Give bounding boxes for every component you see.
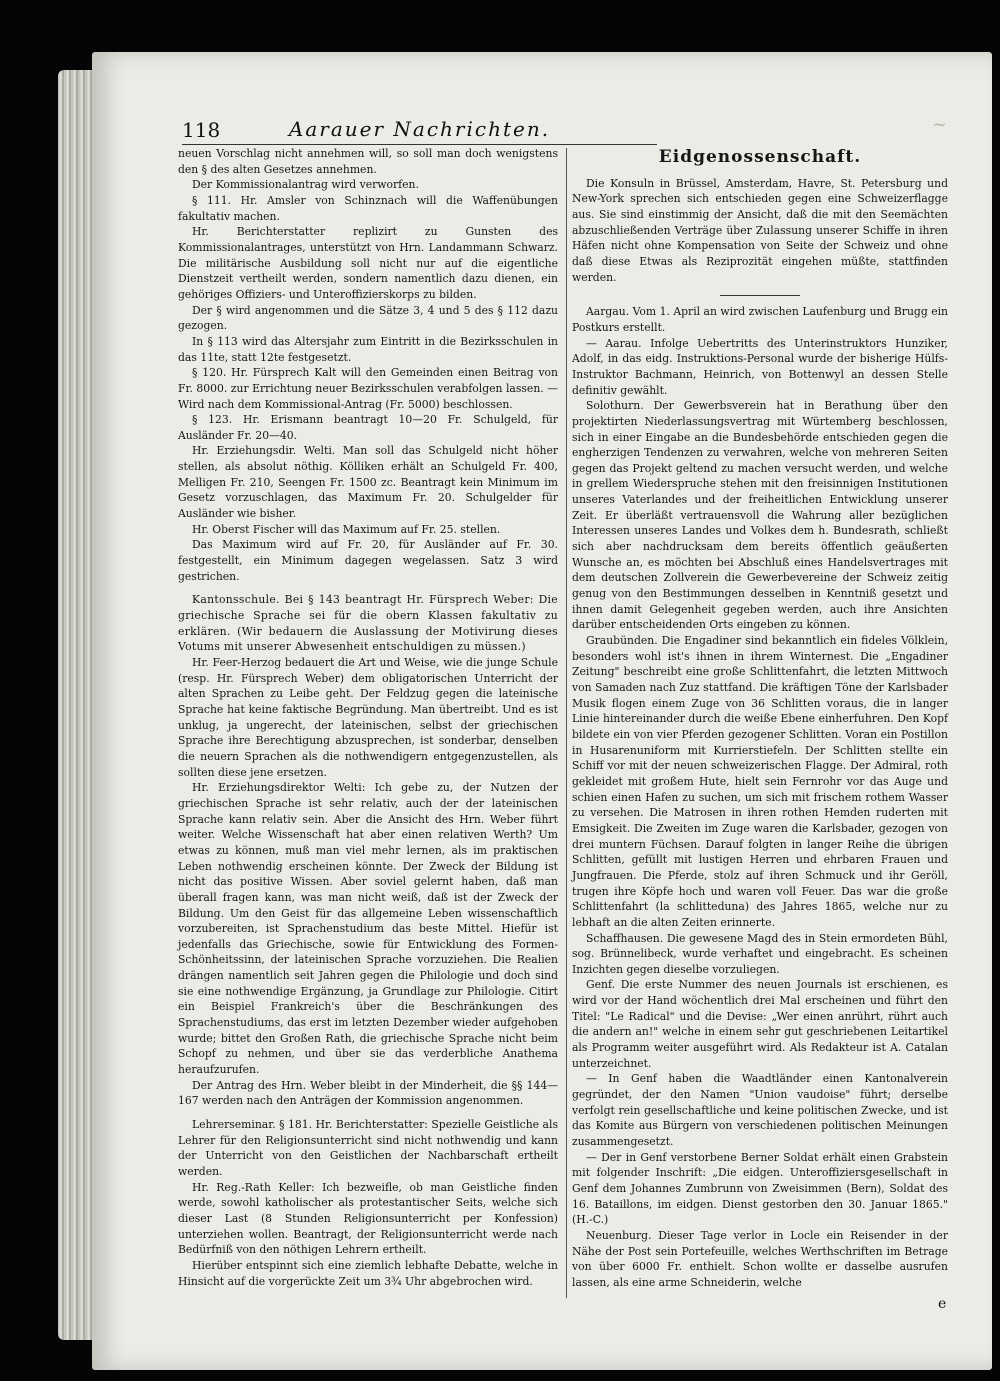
paragraph: Hr. Oberst Fischer will das Maximum auf Fr. 25. stellen. [192, 522, 501, 536]
paragraph: Hr. Feer-Herzog bedauert die Art und Weise, wie die junge Schule (resp. Hr. Fürsprech Weber) dem obligatorischen Unterricht der alten Sprachen zu Leibe geht. Der Feldzug gegen die lateinische Sprache hat keine faktische Begründung. Man übertreibt. Und es ist unklug, ja ungerecht, der lateinischen, selbst der griechischen Sprache ihre Berechtigung abzusprechen, ist sonderbar, denselben die neuern Sprachen als die nothwendigern entgegenzustellen, als sollten diese jene ersetzen. [178, 656, 558, 779]
paragraph-kantonsschule: Kantonsschule. Bei § 143 beantragt Hr. Fürsprech Weber: Die griechische Sprache sei für die obern Klassen fakultativ zu erklären. (Wir bedauern die Auslassung der Motivirung dieses Votums mit unserer Abwesenheit entschuldigen zu müssen.) [178, 593, 558, 654]
paragraph: § 123. Hr. Erismann beantragt 10—20 Fr. Schulgeld, für Ausländer Fr. 20—40. [178, 413, 558, 442]
page-header [182, 116, 657, 145]
paragraph: § 111. Hr. Amsler von Schinznach will die Waffenübungen fakultativ machen. [178, 193, 558, 223]
paragraph: Schaffhausen. Die gewesene Magd des in Stein ermordeten Bühl, sog. Brünnelibeck, wurde verhaftet und eingebracht. Es scheinen Inzichten gegen dieselbe vorzuliegen. [572, 931, 948, 976]
paragraph: Hr. Erziehungsdir. Welti. Man soll das Schulgeld nicht höher stellen, als absolut nöthig. Kölliken erhält an Schulgeld Fr. 400, Melligen Fr. 210, Seengen Fr. 1500 zc. Beantragt kein Minimum im Gesetz vorzuschlagen, das Maximum Fr. 20. Schulgelder für Ausländer wie bisher. [178, 444, 558, 521]
paragraph: Aargau. Vom 1. April an wird zwischen Laufenburg und Brugg ein Postkurs erstellt. [572, 305, 948, 334]
paragraph: Hr. Berichterstatter replizirt zu Gunsten des Kommissionalantrages, unterstützt von Hrn. Landammann Schwarz. Die militärische Ausbildung soll nicht nur auf die eigentliche Dienstzeit vertheilt werden, sondern namentlich dazu dienen, ein gehöriges Offiziers- und Unteroffizierskorps zu bilden. [178, 225, 558, 301]
left-column [178, 146, 558, 1289]
paragraph: Genf. Die erste Nummer des neuen Journals ist erschienen, es wird vor der Hand wöchentlich drei Mal erscheinen und führt den Titel: "Le Radical" und die Devise: „Wer einen anrührt, rührt auch die andern an!" welche in einem sehr gut geschriebenen Leitartikel als Programm weiter ausgeführt wird. Als Redakteur ist A. Catalan unterzeichnet. [572, 978, 948, 1070]
paragraph: § 120. Hr. Fürsprech Kalt will den Gemeinden einen Beitrag von Fr. 8000. zur Errichtung neuer Bezirksschulen verabfolgen lassen. — Wird nach dem Kommissional-Antrag (Fr. 5000) beschlossen. [178, 366, 558, 411]
page-number: 118 [182, 118, 221, 142]
paragraph: neuen Vorschlag nicht annehmen will, so soll man doch wenigstens den § des alten Gesetzes annehmen. [178, 147, 558, 176]
paragraph: Der Antrag des Hrn. Weber bleibt in der Minderheit, die §§ 144—167 werden nach den Anträgen der Kommission angenommen. [178, 1078, 558, 1108]
paragraph: Hierüber entspinnt sich eine ziemlich lebhafte Debatte, welche in Hinsicht auf die vorgerückte Zeit um 3¾ Uhr abgebrochen wird. [178, 1258, 558, 1288]
paragraph: Der Kommissionalantrag wird verworfen. [192, 178, 419, 192]
section-title: Eidgenossenschaft. [658, 147, 862, 167]
paragraph: Hr. Reg.-Rath Keller: Ich bezweifle, ob man Geistliche finden werde, sowohl katholischer als protestantischer Seits, welche sich dieser Last (8 Stunden Religionsunterricht per Konfession) unterziehen wollen. Beantragt, der Religionsunterricht werde nach Bedürfniß von den nöthigen Lehrern ertheilt. [178, 1180, 558, 1257]
bleed-through-text: ~ [932, 114, 948, 135]
paragraph: — Aarau. Infolge Uebertritts des Unterinstruktors Hunziker, Adolf, in das eidg. Instruktions-Personal wurde der bisherige Hülfs-Instruktor Bachmann, Heinrich, von Bottenwyl an dessen Stelle definitiv gewählt. [572, 336, 948, 397]
paragraph-lehrerseminar: Lehrerseminar. § 181. Hr. Berichterstatter: Spezielle Geistliche als Lehrer für den Religionsunterricht sind nicht nothwendig und kann der Unterricht von den Geistlichen der Nachbarschaft ertheilt werden. [178, 1118, 558, 1178]
paragraph: Graubünden. Die Engadiner sind bekanntlich ein fideles Völklein, besonders wohl ist's ihnen in ihrem Winternest. Die „Engadiner Zeitung" beschreibt eine große Schlittenfahrt, die letzten Mittwoch von Samaden nach Zuz stattfand. Die kräftigen Töne der Karlsbader Musik flogen einem Zuge von 36 Schlitten voraus, die in langer Linie hintereinander durch die weiße Ebene einherfuhren. Den Kopf bildete ein von vier Pferden gezogener Schlitten. Voran ein Postillon in Husarenuniform mit Kurrierstiefeln. Der Schlitten stellte ein Schiff vor mit der neuen schweizerischen Flagge. Der Admiral, roth gekleidet mit großem Hute, hielt sein Fernrohr vor das Auge und schien einen Hafen zu suchen, um sich mit frischem rothem Wasser zu versehen. Die Matrosen in ihren rothen Hemden ruderten mit Emsigkeit. Die Zweiten im Zuge waren die Karlsbader, gezogen von drei muntern Füchsen. Darauf folgten in langer Reihe die übrigen Schlitten, gefüllt mit lustigen Herren und ehrbaren Frauen und Jungfrauen. Die Pferde, stolz auf ihren Schmuck und ihr Geröll, trugen ihre Köpfe hoch und waren voll Feuer. Das war die große Schlittenfahrt (la schlitteduna) des Jahres 1865, welche nur zu lebhaft an die alten Zeiten erinnerte. [572, 634, 948, 929]
paragraph: — In Genf haben die Waadtländer einen Kantonalverein gegründet, der den Namen "Union vaudoise" führt; derselbe verfolgt rein gesellschaftliche und keine politischen Zwecke, und ist das Komite aus Bürgern von verschiedenen politischen Meinungen zusammengesetzt. [572, 1072, 948, 1149]
paragraph: Der § wird angenommen und die Sätze 3, 4 und 5 des § 112 dazu gezogen. [178, 303, 558, 333]
corner-catchword: e [938, 1296, 947, 1312]
separator-rule [720, 295, 800, 296]
paragraph: Neuenburg. Dieser Tage verlor in Locle ein Reisender in der Nähe der Post sein Portefeuille, welches Werthschriften im Betrage von über 6000 Fr. enthielt. Schon wollte er dasselbe ausrufen lassen, als eine arme Schneiderin, welche [572, 1228, 948, 1289]
paragraph: In § 113 wird das Altersjahr zum Eintritt in die Bezirksschulen in das 11te, statt 12te festgesetzt. [178, 334, 558, 364]
column-divider [566, 148, 567, 1298]
paragraph: Solothurn. Der Gewerbsverein hat in Berathung über den projektirten Niederlassungsvertrag mit Würtemberg beschlossen, sich in einer Eingabe an die Bundesbehörde entschieden gegen die engherzigen Tendenzen zu verwahren, welche von mehreren Seiten gegen das Projekt geltend zu machen versucht werden, und welche in grellem Wiederspruche stehen mit den freisinnigen Institutionen unseres Vaterlandes und der freiheitlichen Entwicklung unserer Zeit. Er überläßt vertrauensvoll die Wahrung aller bezüglichen Interessen unseres Landes und Volkes dem h. Bundesrath, schließt sich aber nachdrucksam dem bereits öffentlich geäußerten Wunsche an, es möchten bei Abschluß eines Handelsvertrages mit dem deutschen Zollverein die Gewerbevereine der Schweiz zeitig genug von den Bestimmungen desselben in Kenntniß gesetzt und ihnen damit Gelegenheit gegeben werden, auch ihre Ansichten darüber entscheidenden Orts eingeben zu können. [572, 399, 948, 632]
running-title: Aarauer Nachrichten. [288, 117, 551, 141]
paragraph: Hr. Erziehungsdirektor Welti: Ich gebe zu, der Nutzen der griechischen Sprache ist sehr relativ, auch der der lateinischen Sprache kann relativ sein. Aber die Ansicht des Hrn. Weber führt weiter. Welche Wissenschaft hat aber einen relativen Werth? Um etwas zu können, muß man viel mehr lernen, als im praktischen Leben nothwendig erscheinen könnte. Der Zweck der Bildung ist nicht das positive Wissen. Aber soviel gelernt haben, daß man überall fragen kann, was man nicht weiß, daß ist der Zweck der Bildung. Um den Geist für das allgemeine Leben wissenschaftlich vorzubereiten, ist Sprachenstudium das beste Mittel. Hiefür ist jedenfalls das Griechische, sowie für Entwicklung des Formen-Schönheitssinn, der lateinischen Sprache vorzuziehen. Die Realien drängen namentlich seit Jahren gegen die Philologie und doch sind sie eine nothwendige Ergänzung, ja Grundlage zur Philologie. Citirt ein Beispiel Frankreich's über die Beschränkungen des Sprachenstudiums, das erst im letzten Dezember wieder aufgehoben wurde; bittet den Großen Rath, die griechische Sprache nicht beim Schopf zu nehmen, und über sie das verderbliche Anathema heraufzurufen. [178, 781, 558, 1077]
right-column [572, 146, 948, 1291]
paragraph-intro: Die Konsuln in Brüssel, Amsterdam, Havre, St. Petersburg und New-York sprechen sich entschieden gegen eine Schweizerflagge aus. Sie sind einstimmig der Ansicht, daß die mit den Seemächten abzuschließenden Verträge über Zulassung unserer Schiffe in ihren Häfen nicht ohne Kompensation von Seite der Schweiz und ohne daß diese Etwas als Reziprozität eingehen müßte, stattfinden werden. [572, 176, 948, 284]
paragraph: Das Maximum wird auf Fr. 20, für Ausländer auf Fr. 30. festgestellt, ein Minimum dagegen wegelassen. Satz 3 wird gestrichen. [178, 538, 558, 583]
paragraph: — Der in Genf verstorbene Berner Soldat erhält einen Grabstein mit folgender Inschrift: „Die eidgen. Unteroffiziersgesellschaft in Genf dem Johannes Zumbrunn von Zweisimmen (Bern), Soldat des 16. Bataillons, im eidgen. Dienst gestorben den 30. Januar 1865." (H.-C.) [572, 1150, 948, 1227]
